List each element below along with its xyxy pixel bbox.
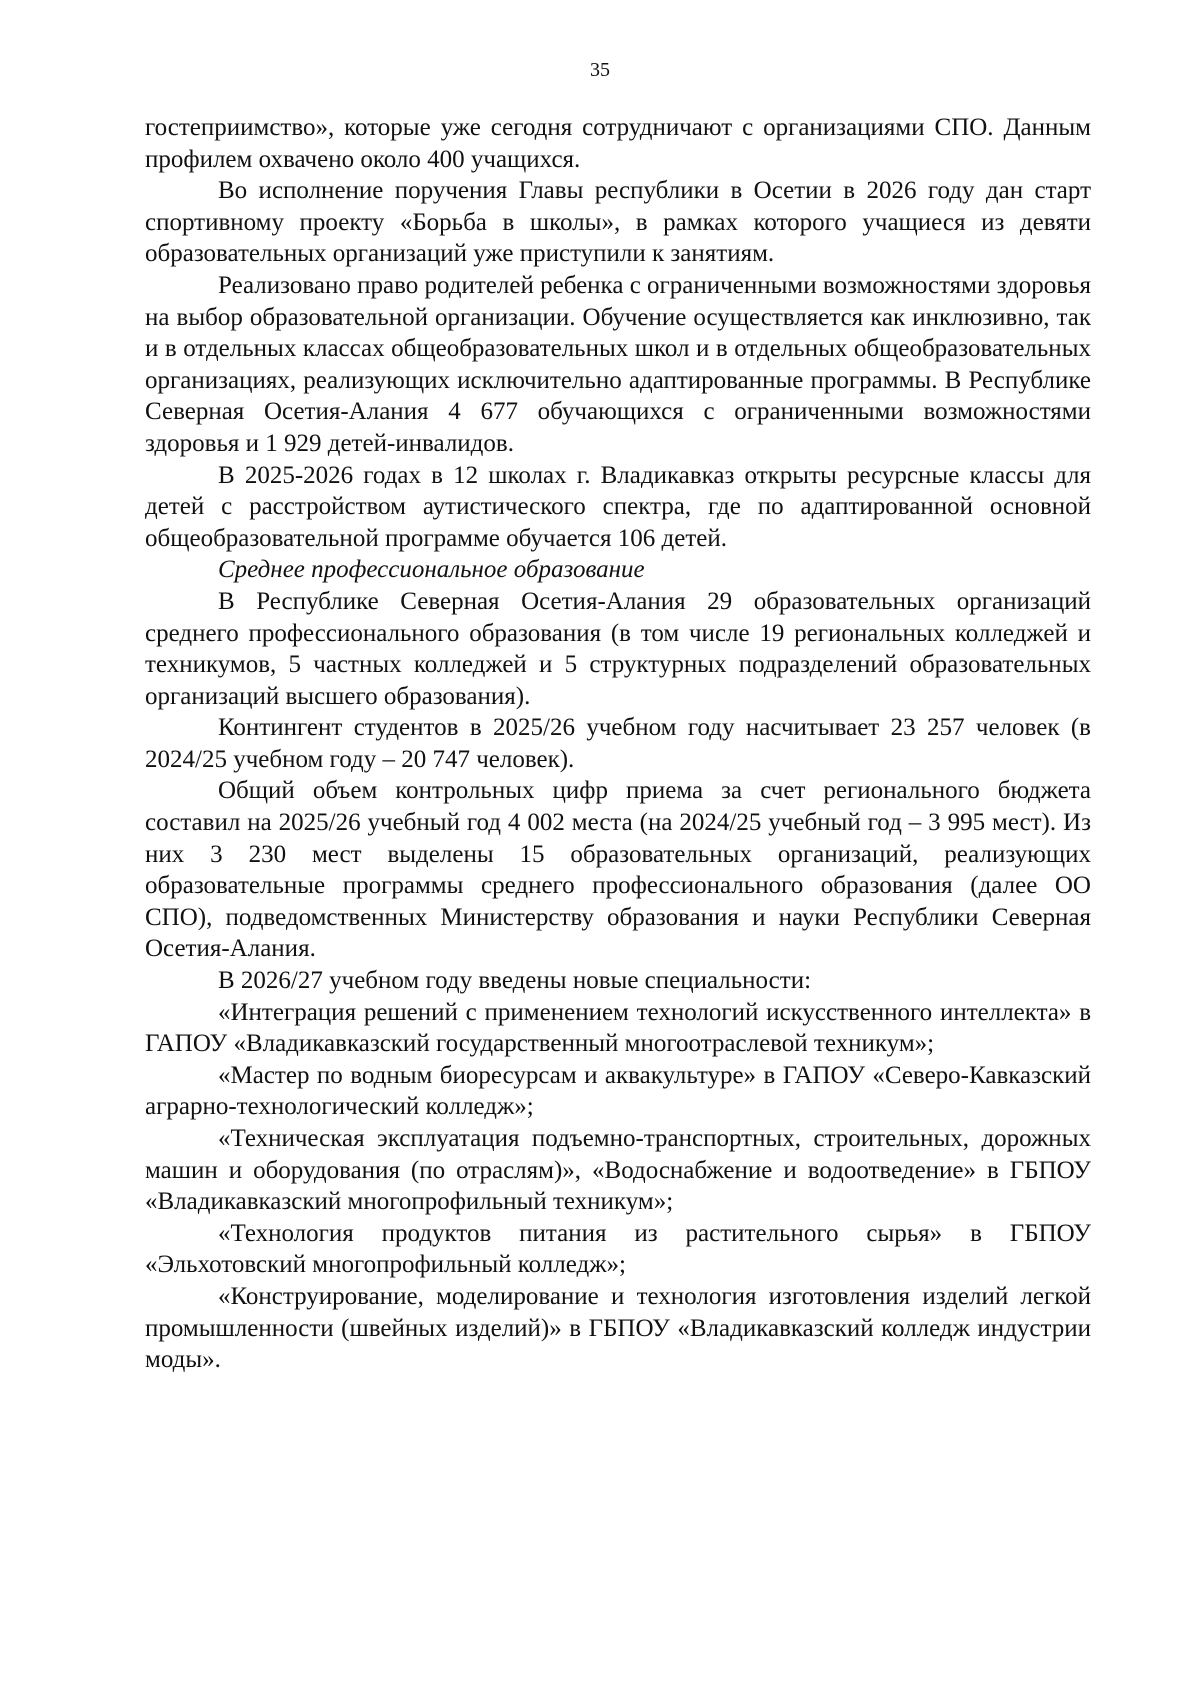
- document-body: [145, 112, 1091, 1376]
- paragraph-resource-classes: В 2025-2026 годах в 12 школах г. Владикавказ открыты ресурсные классы для детей с расстройством аутистического спектра, где по адаптированной основной общеобразовательной программе обучается 106 детей.: [145, 461, 1091, 552]
- paragraph-student-contingent: Контингент студентов в 2025/26 учебном году насчитывает 23 257 человек (в 2024/25 учебном году – 20 747 человек).: [145, 714, 1091, 773]
- list-item-specialty-aquaculture: «Мастер по водным биоресурсам и аквакультуре» в ГАПОУ «Северо-Кавказский аграрно-технологический колледж»;: [145, 1061, 1091, 1121]
- paragraph-new-specialties-intro: В 2026/27 учебном году введены новые специальности:: [218, 967, 812, 995]
- paragraph-hospitality-profile: гостеприимство», которые уже сегодня сотрудничают с организациями СПО. Данным профилем охвачено около 400 учащихся.: [145, 114, 1091, 173]
- paragraph-admission-figures: Общий объем контрольных цифр приема за счет регионального бюджета составил на 2025/26 учебный год 4 002 места (на 2024/25 учебный год – 3 995 мест). Из них 3 230 мест выделены 15 образовательных организаций, реализующих образовательные программы среднего профессионального образования (далее ОО СПО), подведомственных Министерству образования и науки Республики Северная Осетия-Алания.: [145, 777, 1091, 963]
- paragraph-inclusive-education: Реализовано право родителей ребенка с ограниченными возможностями здоровья на выбор образовательной организации. Обучение осуществляется как инклюзивно, так и в отдельных классах общеобразовательных школ и в отдельных общеобразовательных организациях, реализующих исключительно адаптированные программы. В Республике Северная Осетия-Алания 4 677 обучающихся с ограниченными возможностями здоровья и 1 929 детей-инвалидов.: [145, 271, 1091, 457]
- paragraph-wrestling-project: Во исполнение поручения Главы республики в Осетии в 2026 году дан старт спортивному проекту «Борьба в школы», в рамках которого учащиеся из девяти образовательных организаций уже приступили к занятиям.: [145, 177, 1091, 268]
- list-item-specialty-ai-integration: «Интеграция решений с применением технологий искусственного интеллекта» в ГАПОУ «Владикавказский государственный многоотраслевой техникум»;: [145, 998, 1091, 1058]
- list-item-specialty-garment-design: «Конструирование, моделирование и технология изготовления изделий легкой промышленности (швейных изделий)» в ГБПОУ «Владикавказский колледж индустрии моды».: [145, 1282, 1091, 1374]
- section-heading-vocational-education: Среднее профессиональное образование: [218, 556, 645, 584]
- paragraph-vocational-organizations: В Республике Северная Осетия-Алания 29 образовательных организаций среднего профессионального образования (в том числе 19 региональных колледжей и техникумов, 5 частных колледжей и 5 структурных подразделений образовательных организаций высшего образования).: [145, 587, 1091, 710]
- list-item-specialty-food-technology: «Технология продуктов питания из растительного сырья» в ГБПОУ «Эльхотовский многопрофильный колледж»;: [145, 1219, 1091, 1279]
- list-item-specialty-machinery-water: «Техническая эксплуатация подъемно-транспортных, строительных, дорожных машин и оборудования (по отраслям)», «Водоснабжение и водоотведение» в ГБПОУ «Владикавказский многопрофильный техникум»;: [145, 1125, 1091, 1216]
- page-number: 35: [590, 59, 610, 81]
